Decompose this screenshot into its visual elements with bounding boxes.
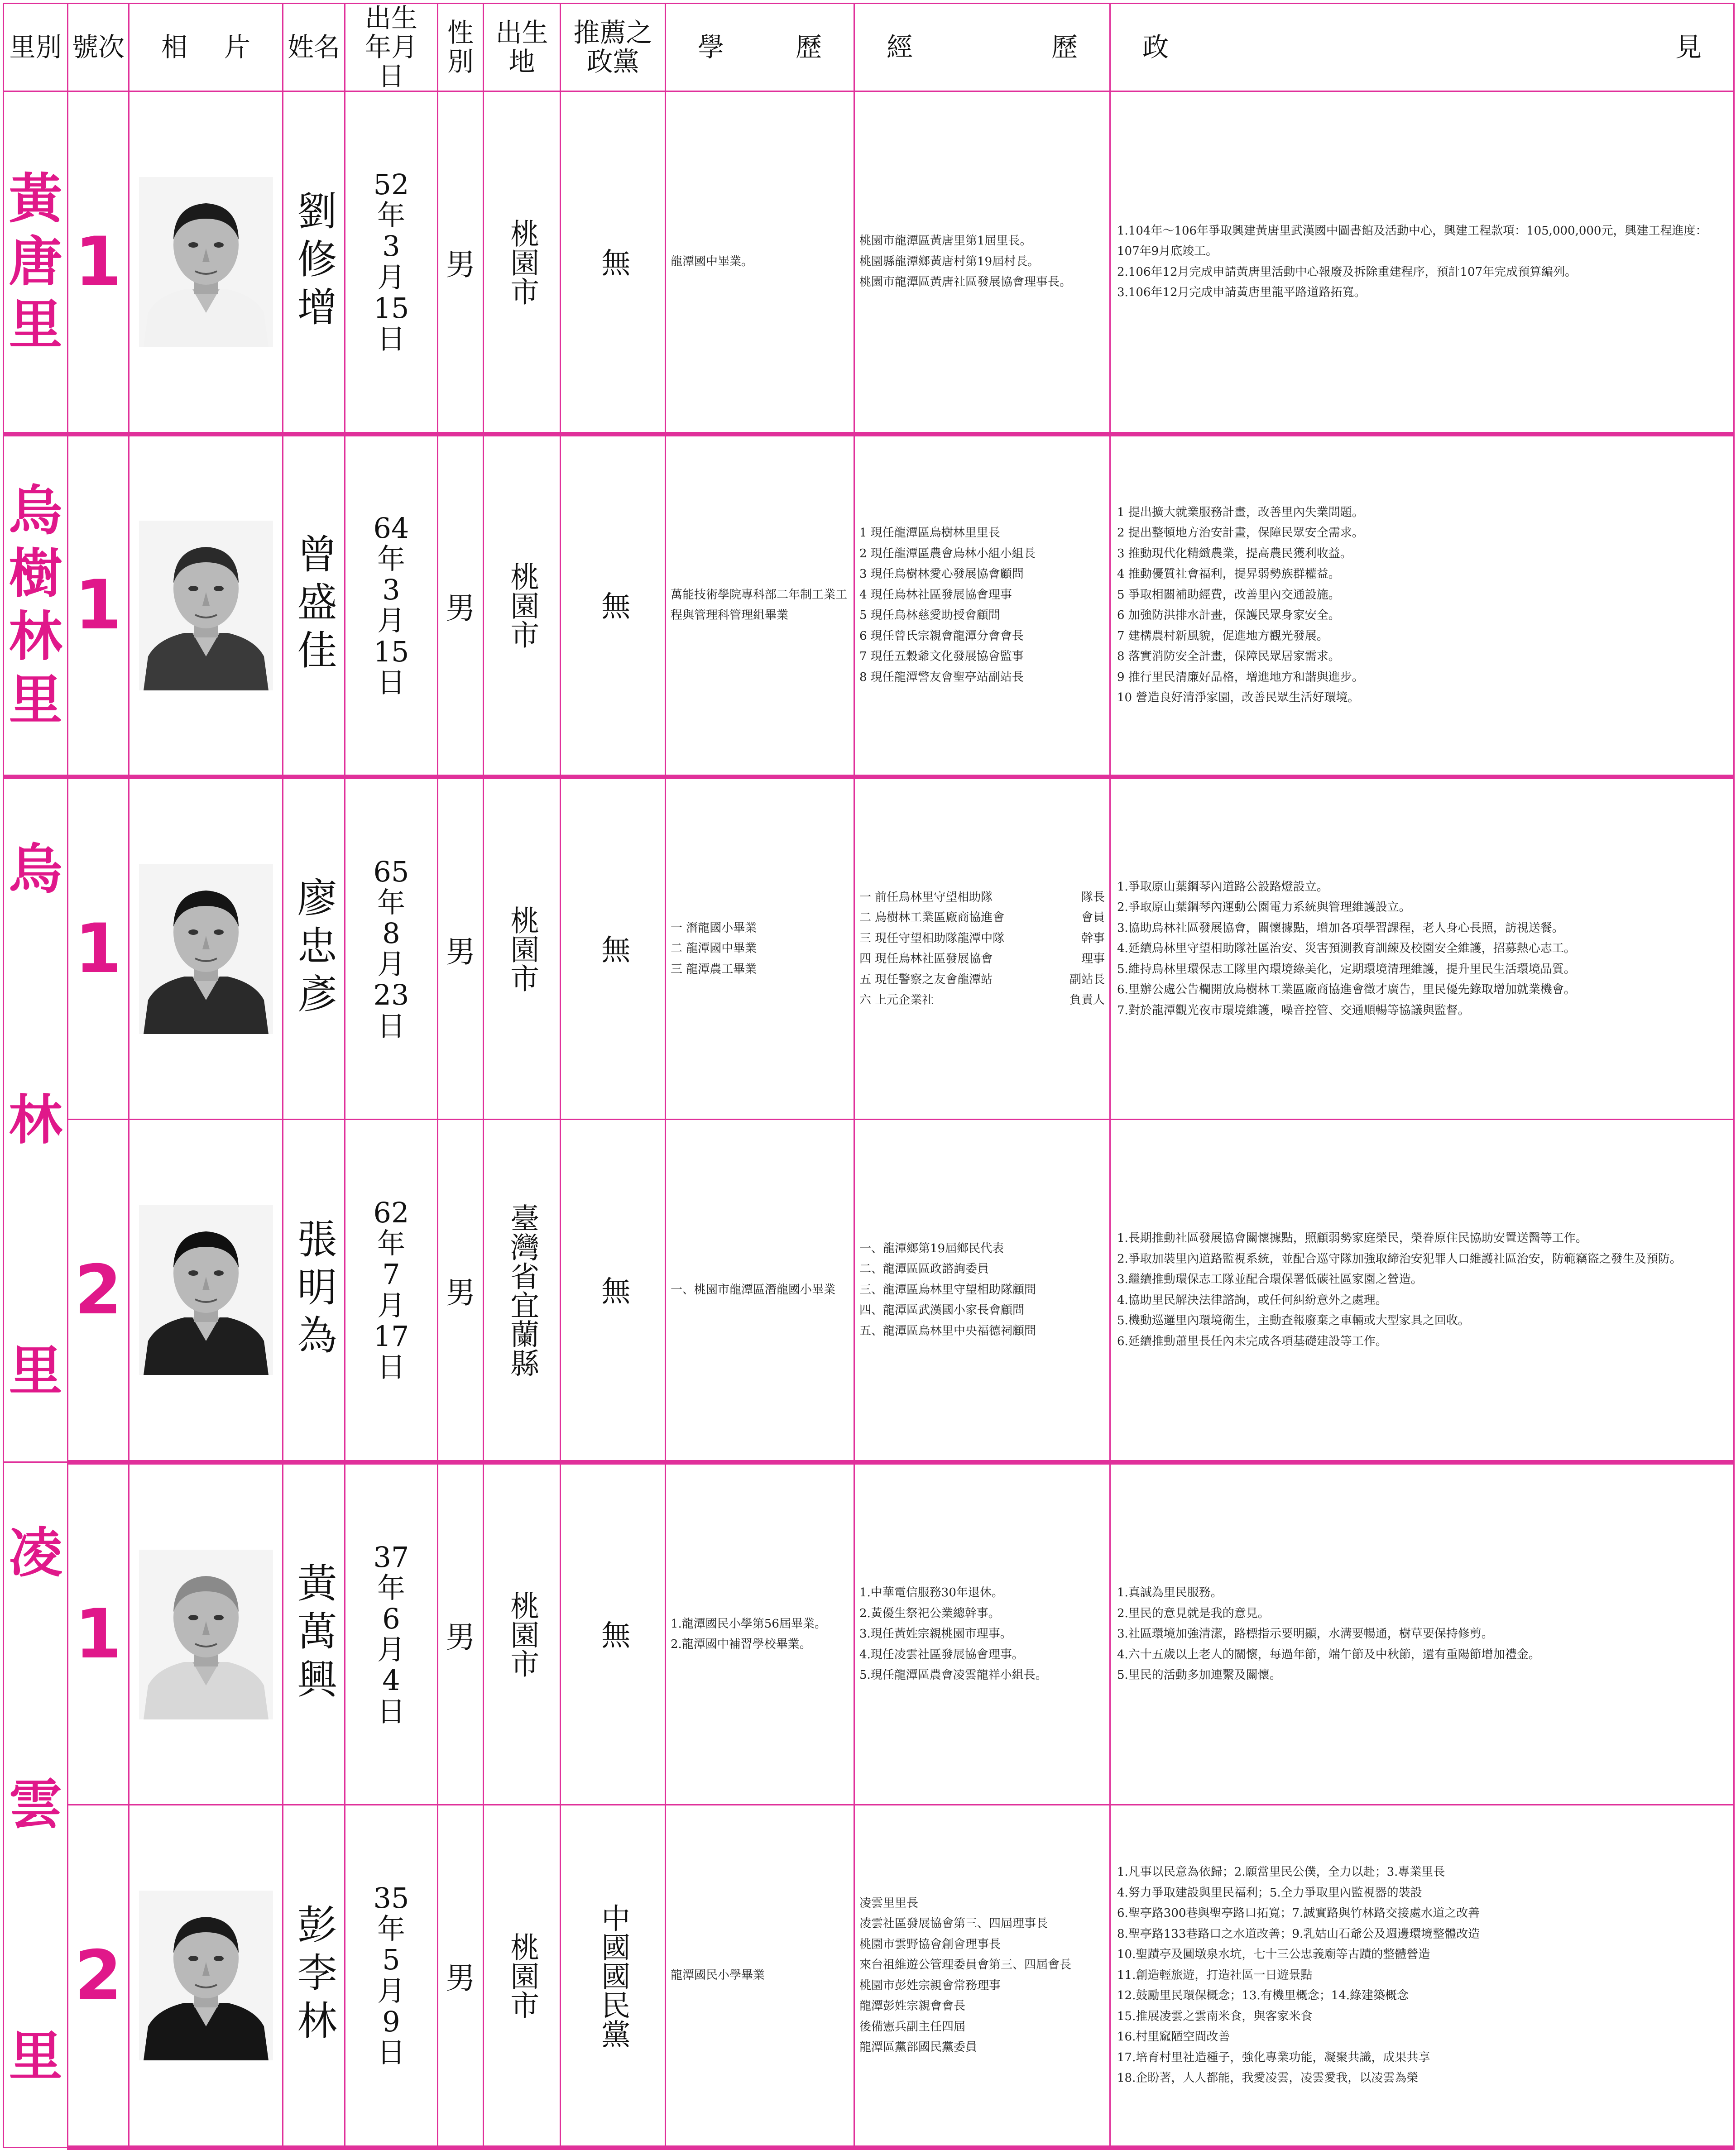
candidate-gender: 男 [446,590,475,626]
party-cell [561,1120,666,1462]
policy-cell [1110,434,1734,777]
candidate-number: 2 [74,1250,122,1330]
candidate-gender: 男 [446,1961,475,1996]
candidate-row [4,777,1734,1120]
number-cell [68,1805,129,2148]
dob-part: 5 [382,1943,400,1977]
experience-role: 幹事 [1081,931,1105,945]
education-line: 2.龍潭國中補習學校畢業。 [671,1638,811,1652]
policy-line: 5.里民的活動多加連繫及關懷。 [1117,1668,1281,1682]
dob-part: 年 [377,1227,405,1260]
village-char: 里 [9,1340,62,1403]
candidate-number: 2 [74,1936,122,2015]
header-birthplace: 出生地 [484,4,561,91]
experience-line: 一、龍潭鄉第19屆鄉民代表 [859,1241,1004,1255]
dob-cell [345,91,438,434]
experience-line: 二、龍潭區區政諮詢委員 [859,1262,989,1276]
candidate-dob [345,513,437,698]
village-cell [4,91,68,434]
education-line: 1.龍潭國民小學第56屆畢業。 [671,1617,826,1631]
experience-cell [854,434,1110,777]
experience-line: 桃園市雲野協會創會理事長 [859,1937,1001,1951]
dob-cell [345,1120,438,1462]
experience-line: 5 現任烏林慈愛助授會顧問 [859,608,1000,622]
policy-line: 4.延續烏林里守望相助隊社區治安、災害預測教育訓練及校園安全維護，招募熱心志工。 [1117,942,1576,956]
experience-line: 桃園市龍潭區黃唐社區發展協會理事長。 [859,275,1072,289]
number-cell [68,434,129,777]
village-char: 里 [9,293,62,356]
dob-part: 年 [377,1912,405,1946]
experience-line: 2 現任龍潭區農會烏林小組小組長 [859,546,1036,560]
experience-line: 凌雲里里長 [859,1896,919,1910]
policy-line: 6.聖亭路300巷與聖亭路口拓寬；7.誠實路與竹林路交接處水道之改善 [1117,1906,1480,1920]
experience-line: 8 現任龍潭警友會聖亭站副站長 [859,670,1024,684]
candidate-party: 無 [596,247,630,277]
dob-part: 6 [382,1602,400,1635]
dob-part: 62 [373,1196,409,1230]
experience-line: 桃園市龍潭區黃唐里第1屆里長。 [859,234,1032,248]
experience-line: 凌雲社區發展協會第三、四屆理事長 [859,1917,1048,1931]
candidate-photo [139,521,273,690]
birthplace-cell [484,1120,561,1462]
policy-line: 1.真誠為里民服務。 [1117,1586,1223,1600]
dob-part: 8 [382,916,400,950]
education-cell [666,1120,854,1462]
dob-part: 月 [377,1974,405,2007]
photo-frame [129,1465,282,1805]
policy-line: 4.努力爭取建設與里民福利；5.全力爭取里內監視器的裝設 [1117,1886,1422,1900]
village-char: 烏 [9,479,62,542]
candidate-name: 張明為 [291,1218,338,1362]
experience-line: 6 現任曾氏宗親會龍潭分會會長 [859,629,1024,643]
gender-cell [438,434,484,777]
candidate-row [4,434,1734,777]
policy-line: 7.對於龍潭觀光夜市環境維護，噪音控管、交通順暢等協議與監督。 [1117,1003,1470,1017]
dob-part: 37 [373,1540,409,1574]
village-char: 樹 [9,542,62,605]
education-line: 一 潛龍國小畢業 [671,921,757,935]
experience-cell [854,91,1110,434]
policy-line: 3.106年12月完成申請黃唐里龍平路道路拓寬。 [1117,286,1366,300]
party-cell [561,777,666,1120]
experience-line [859,908,1105,929]
birthplace-cell [484,777,561,1120]
dob-part: 年 [377,199,405,232]
candidate-party: 無 [596,1275,630,1305]
candidate-name: 廖忠彥 [291,877,338,1021]
policy-line: 7 建構農村新風貌，促進地方觀光發展。 [1117,629,1328,643]
number-cell [68,777,129,1120]
policy-line: 4.六十五歲以上老人的關懷，每過年節，端午節及中秋節，還有重陽節增加禮金。 [1117,1647,1540,1662]
village-cell [4,1462,68,2148]
policy-line: 1.長期推動社區發展協會關懷據點，照顧弱勢家庭榮民，榮眷原住民協助安置送醫等工作。 [1117,1231,1587,1245]
policy-line: 1.104年～106年爭取興建黃唐里武漢國中圖書館及活動中心，興建工程款項：105,000,000元，興建工程進度：107年9月底竣工。 [1117,224,1707,259]
policy-line: 10.聖蹟亭及圓墩泉水坑，七十三公忠義廟等古蹟的整體營造 [1117,1948,1430,1962]
policy-line: 16.村里窳陋空間改善 [1117,2030,1230,2044]
header-party: 推薦之政黨 [561,4,666,91]
experience-role: 隊長 [1081,890,1105,904]
candidate-gender: 男 [446,1275,475,1311]
candidate-birthplace: 桃園市 [505,1932,539,2019]
name-cell [283,434,345,777]
candidate-photo [139,177,273,347]
village-cell [4,777,68,1462]
dob-part: 月 [377,604,405,637]
education-line: 龍潭國民小學畢業 [671,1968,765,1982]
candidate-dob [345,1197,437,1383]
number-cell [68,1120,129,1462]
birthplace-cell [484,1805,561,2148]
education-cell [666,91,854,434]
dob-part: 日 [377,1009,405,1043]
candidate-gender: 男 [446,934,475,969]
experience-role: 理事 [1081,952,1105,966]
dob-part: 23 [373,978,409,1012]
experience-line: 3.現任黃姓宗親桃園市理事。 [859,1627,1012,1641]
policy-line: 5.維持烏林里環保志工隊里內環境綠美化，定期環境清理維護，提升里民生活環境品質。 [1117,962,1576,976]
dob-part: 17 [373,1319,409,1353]
photo-frame [129,436,282,775]
header-experience [854,4,1110,91]
policy-line: 5 爭取相關補助經費，改善里內交通設施。 [1117,588,1340,602]
village-cell [4,434,68,777]
experience-line [859,970,1105,991]
dob-part: 年 [377,1571,405,1604]
candidate-name: 彭李林 [291,1903,338,2048]
policy-line: 6 加強防洪排水計畫，保護民眾身家安全。 [1117,608,1340,622]
dob-part: 年 [377,886,405,919]
education-line: 三 龍潭農工畢業 [671,962,757,976]
header-gender: 性別 [438,4,484,91]
experience-line: 1.中華電信服務30年退休。 [859,1586,1003,1600]
policy-line: 18.企盼著，人人都能，我愛凌雲，凌雲愛我，以凌雲為榮 [1117,2071,1419,2085]
experience-cell [854,777,1110,1120]
dob-cell [345,434,438,777]
dob-cell [345,1805,438,2148]
header-experience-label: 經 歷 [887,31,1078,62]
policy-line: 6.里辦公處公告欄開放烏樹林工業區廠商協進會徵才廣告，里民優先錄取增加就業機會。 [1117,983,1576,997]
candidate-rows [4,91,1734,2148]
education-line: 一、桃園市龍潭區潛龍國小畢業 [671,1283,836,1297]
policy-line: 3 推動現代化精緻農業，提高農民獲利收益。 [1117,546,1352,560]
photo-cell [129,777,283,1120]
dob-part: 7 [382,1258,400,1291]
candidate-gender: 男 [446,247,475,283]
policy-line: 6.延續推動蕭里長任內未完成各項基礎建設等工作。 [1117,1334,1387,1348]
name-cell [283,1805,345,2148]
policy-cell [1110,1462,1734,1805]
experience-line [859,990,1105,1011]
policy-cell [1110,91,1734,434]
policy-line: 4 推動優質社會福利，提昇弱勢族群權益。 [1117,567,1340,581]
candidate-name: 曾盛佳 [291,533,338,678]
candidate-birthplace: 桃園市 [505,905,539,993]
header-photo [129,4,283,91]
experience-title: 三 現任守望相助隊龍潭中隊 [859,931,1005,945]
experience-line: 後備憲兵副主任四屆 [859,2020,966,2034]
education-line: 二 龍潭國中畢業 [671,942,757,956]
gender-cell [438,1462,484,1805]
experience-title: 五 現任警察之友會龍潭站 [859,972,993,986]
policy-line: 4.協助里民解決法律諮詢，或任何糾紛意外之處理。 [1117,1293,1387,1307]
candidate-name: 黃萬興 [291,1562,338,1707]
experience-line: 三、龍潭區烏林里守望相助隊顧問 [859,1283,1036,1297]
policy-line: 2.爭取加裝里內道路監視系統，並配合巡守隊加強取締治安犯罪人口維護社區治安，防範竊盜之發生及預防。 [1117,1252,1682,1266]
village-char: 黃 [9,167,62,230]
policy-line: 2.爭取原山葉鋼琴內運動公園電力系統與管理維護設立。 [1117,900,1411,915]
experience-line: 桃園市彭姓宗親會常務理事 [859,1978,1001,1992]
dob-part: 4 [382,1664,400,1697]
village-char: 里 [9,668,62,731]
candidate-dob [345,1542,437,1727]
candidate-birthplace: 桃園市 [505,1591,539,1678]
dob-part: 9 [382,2005,400,2038]
experience-line: 1 現任龍潭區烏樹林里里長 [859,526,1000,540]
policy-line: 1.凡事以民意為依歸；2.願當里民公僕，全力以赴；3.專業里長 [1117,1865,1445,1879]
header-name: 姓名 [283,4,345,91]
experience-role: 副站長 [1069,972,1105,986]
photo-frame [129,1805,282,2145]
experience-title: 一 前任烏林里守望相助隊 [859,890,993,904]
village-char: 唐 [9,230,62,293]
candidate-number: 1 [74,566,122,645]
candidate-number: 1 [74,910,122,989]
policy-line: 2.里民的意見就是我的意見。 [1117,1606,1270,1620]
experience-line: 2.黃優生祭祀公業總幹事。 [859,1606,1000,1620]
policy-line: 12.鼓勵里民環保概念；13.有機里概念；14.綠建築概念 [1117,1989,1409,2003]
experience-line: 來台祖維遊公管理委員會第三、四屆會長 [859,1958,1072,1972]
education-cell [666,777,854,1120]
education-cell [666,434,854,777]
village-char: 里 [9,2025,62,2088]
candidate-photo [139,1205,273,1375]
experience-role: 會員 [1081,911,1105,925]
village-name [4,1463,67,2147]
dob-part: 35 [373,1882,409,1915]
experience-line: 龍潭彭姓宗親會會長 [859,1999,966,2013]
education-line: 龍潭國中畢業。 [671,254,753,268]
education-cell [666,1805,854,2148]
dob-cell [345,777,438,1120]
village-char: 林 [9,1089,62,1152]
party-cell [561,434,666,777]
photo-cell [129,1120,283,1462]
candidate-birthplace: 桃園市 [505,562,539,649]
dob-part: 月 [377,948,405,981]
policy-line: 5.機動巡邏里內環境衛生，主動查報廢棄之車輛或大型家具之回收。 [1117,1314,1470,1328]
experience-line: 3 現任烏樹林愛心發展協會顧問 [859,567,1024,581]
dob-part: 15 [373,291,409,325]
header-policy [1110,4,1734,91]
policy-line: 10 營造良好清淨家園，改善民眾生活好環境。 [1117,691,1360,705]
dob-part: 15 [373,635,409,668]
policy-line: 3.社區環境加強清潔，路標指示要明顯，水溝要暢通，樹草要保持修剪。 [1117,1627,1493,1641]
photo-frame [129,779,282,1119]
dob-part: 日 [377,322,405,356]
policy-line: 15.推展凌雲之雲南米食，與客家米食 [1117,2009,1313,2023]
dob-part: 日 [377,1695,405,1728]
photo-cell [129,434,283,777]
header-photo-label: 相 片 [161,31,250,62]
village-char: 林 [9,605,62,668]
number-cell [68,1462,129,1805]
policy-cell [1110,1120,1734,1462]
photo-cell [129,1462,283,1805]
village-name [4,779,67,1462]
party-cell [561,1462,666,1805]
dob-part: 日 [377,1350,405,1384]
candidate-gender: 男 [446,1619,475,1655]
name-cell [283,777,345,1120]
photo-frame [129,92,282,432]
gender-cell [438,1805,484,2148]
experience-title: 六 上元企業社 [859,993,934,1007]
dob-part: 月 [377,260,405,294]
dob-part: 日 [377,666,405,699]
candidate-birthplace: 臺灣省宜蘭縣 [505,1203,539,1377]
candidate-photo [139,864,273,1034]
photo-cell [129,1805,283,2148]
name-cell [283,91,345,434]
birthplace-cell [484,434,561,777]
number-cell [68,91,129,434]
experience-title: 四 現任烏林社區發展協會 [859,952,993,966]
candidate-row [4,91,1734,434]
candidate-number: 1 [74,222,122,302]
experience-line: 7 現任五穀爺文化發展協會監事 [859,650,1024,664]
name-cell [283,1120,345,1462]
header-row [4,4,1734,91]
village-name [4,92,67,432]
experience-cell [854,1805,1110,2148]
village-char: 雲 [9,1773,62,1836]
experience-title: 二 烏樹林工業區廠商協進會 [859,911,1005,925]
party-cell [561,91,666,434]
candidate-dob [345,169,437,354]
policy-line: 1.爭取原山葉鋼琴內道路公設路燈設立。 [1117,880,1328,894]
birthplace-cell [484,1462,561,1805]
dob-part: 3 [382,230,400,263]
experience-line: 5.現任龍潭區農會凌雲龍祥小組長。 [859,1668,1047,1682]
policy-line: 9 推行里民清廉好品格，增進地方和諧與進步。 [1117,670,1364,684]
name-cell [283,1462,345,1805]
candidate-row [4,1120,1734,1462]
policy-line: 3.繼續推動環保志工隊並配合環保署低碳社區家園之營造。 [1117,1273,1423,1287]
candidate-dob [345,1883,437,2068]
village-char: 凌 [9,1522,62,1585]
policy-cell [1110,777,1734,1120]
dob-part: 月 [377,1288,405,1322]
experience-line: 龍潭區黨部國民黨委員 [859,2040,978,2054]
header-village: 里別 [4,4,68,91]
policy-line: 1 提出擴大就業服務計畫，改善里內失業問題。 [1117,505,1364,519]
photo-cell [129,91,283,434]
policy-line: 2 提出整頓地方治安計畫，保障民眾安全需求。 [1117,526,1364,540]
education-line: 萬能技術學院專科部二年制工業工程與管理科管理組畢業 [671,588,848,622]
experience-cell [854,1462,1110,1805]
policy-line: 8.聖亭路133巷路口之水道改善；9.乳姑山石爺公及週邊環境整體改造 [1117,1927,1480,1941]
policy-line: 8 落實消防安全計畫，保障民眾居家需求。 [1117,650,1340,664]
header-education-label: 學 歷 [698,31,822,62]
photo-frame [129,1120,282,1460]
village-name [4,436,67,775]
experience-line: 桃園縣龍潭鄉黃唐村第19屆村長。 [859,254,1040,268]
policy-cell [1110,1805,1734,2148]
experience-line [859,929,1105,949]
candidate-number: 1 [74,1595,122,1674]
gender-cell [438,91,484,434]
dob-cell [345,1462,438,1805]
experience-cell [854,1120,1110,1462]
dob-part: 日 [377,2036,405,2069]
header-number: 號次 [68,4,129,91]
experience-line: 4 現任烏林社區發展協會理事 [859,588,1012,602]
experience-line: 4.現任凌雲社區發展協會理事。 [859,1647,1024,1662]
header-education [666,4,854,91]
candidate-party: 無 [596,591,630,620]
experience-line [859,887,1105,908]
education-cell [666,1462,854,1805]
candidate-dob [345,857,437,1042]
village-char: 烏 [9,838,62,900]
candidate-name: 劉修增 [291,190,338,334]
policy-line: 2.106年12月完成申請黃唐里活動中心報廢及拆除重建程序，預計107年完成預算編列。 [1117,265,1577,279]
dob-part: 年 [377,542,405,576]
candidate-photo [139,1550,273,1719]
policy-line: 3.協助烏林社區發展協會，關懷據點，增加各項學習課程，老人身心長照，訪視送餐。 [1117,921,1564,935]
experience-role: 負責人 [1069,993,1105,1007]
experience-line: 四、龍潭區武漢國小家長會顧問 [859,1303,1025,1317]
candidate-table [3,3,1735,2150]
policy-line: 11.創造輕旅遊，打造社區一日遊景點 [1117,1968,1313,1982]
candidate-party: 中國國民黨 [596,1903,630,2048]
dob-part: 月 [377,1633,405,1666]
dob-part: 52 [373,168,409,201]
header-policy-label: 政 見 [1142,31,1702,62]
header-dob: 出生年月日 [345,4,438,91]
birthplace-cell [484,91,561,434]
candidate-party: 無 [596,1620,630,1649]
candidate-row [4,1805,1734,2148]
candidate-party: 無 [596,934,630,964]
policy-line: 17.培育村里社造種子，強化專業功能，凝聚共識，成果共享 [1117,2050,1430,2064]
experience-line: 五、龍潭區烏林里中央福德祠顧問 [859,1324,1036,1338]
candidate-photo [139,1891,273,2060]
dob-part: 65 [373,855,409,888]
dob-part: 64 [373,511,409,545]
gender-cell [438,777,484,1120]
experience-line [859,949,1105,970]
dob-part: 3 [382,573,400,607]
party-cell [561,1805,666,2148]
candidate-row [4,1462,1734,1805]
candidate-birthplace: 桃園市 [505,218,539,306]
gender-cell [438,1120,484,1462]
